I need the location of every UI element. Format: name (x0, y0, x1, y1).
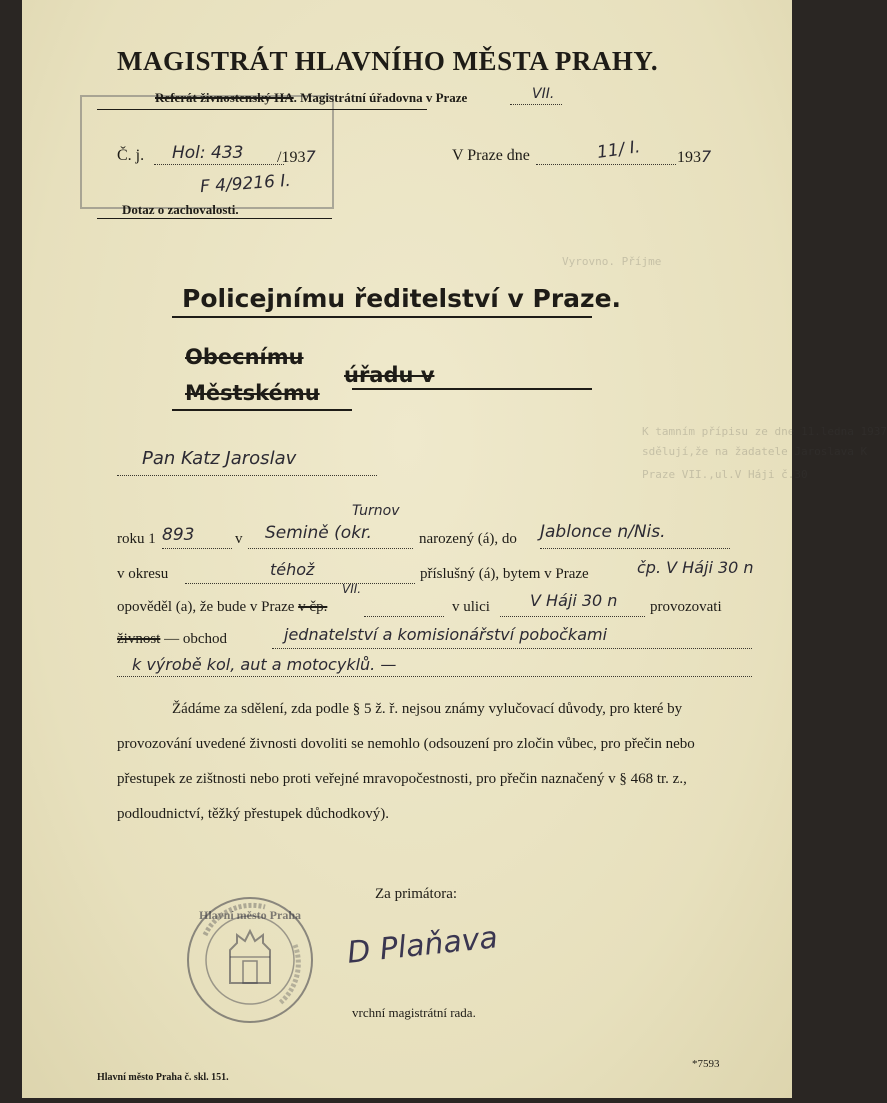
dotted-line (272, 648, 752, 649)
dotted-line (500, 616, 645, 617)
seal-text: Hlavní město Praha (199, 908, 301, 922)
body-line-1: Žádáme za sdělení, zda podle § 5 ž. ř. nejsou známy vylučovací důvody, pro které by (172, 701, 683, 717)
dotted-line (185, 583, 415, 584)
prislusny-label: příslušný (á), bytem v Praze (420, 566, 589, 582)
cj-year (277, 147, 316, 167)
serial-number: *7593 (692, 1058, 720, 1070)
dotted-line (162, 548, 232, 549)
underline (352, 388, 592, 390)
date-handwritten: 11/ I. (595, 137, 642, 163)
dotted-line (510, 104, 562, 105)
page-title: MAGISTRÁT HLAVNÍHO MĚSTA PRAHY. (117, 46, 659, 76)
struck-uradu: úřadu v (344, 363, 435, 387)
referat-line (155, 90, 467, 106)
official-seal (185, 895, 315, 1025)
date-year (677, 147, 711, 167)
okres-label: v okresu (117, 566, 169, 582)
dotted-line (536, 164, 676, 165)
zivnost-label (117, 631, 227, 648)
body-line-3: přestupek ze zištnosti nebo proti veřejné mravopočestnosti, pro přečin naznačený v § 468 tr. z., (117, 771, 687, 787)
district-hand: VII. (342, 582, 362, 596)
okres-value: téhož (270, 560, 315, 579)
signatory-title: vrchní magistrátní rada. (352, 1005, 476, 1020)
seal-graphic (185, 895, 315, 1025)
dotted-line (154, 164, 284, 165)
struck-obecnimu: Obecnímu (185, 345, 304, 369)
date-label: V Praze dne (452, 147, 530, 164)
form-number: Hlavní město Praha č. skl. 151. (97, 1072, 229, 1083)
dotted-line (364, 616, 444, 617)
birthplace-district: Turnov (352, 503, 400, 519)
trade-line-2: k výrobě kol, aut a motocyklů. — (132, 655, 397, 674)
cp-struck: v čp. (298, 599, 328, 615)
signature: D Plaňava (345, 920, 500, 971)
cj-handwritten-2: F 4/9216 I. (199, 170, 292, 198)
bleed-through-text: Vyrovno. Příjme (562, 255, 662, 268)
date-year-print: 193 (677, 149, 701, 166)
underline (172, 409, 352, 411)
obchod-text: — obchod (164, 631, 228, 647)
provozovati-label: provozovati (650, 599, 722, 615)
struck-mestskemu: Městskému (185, 381, 320, 405)
address-value: čp. V Háji 30 n (637, 558, 754, 577)
document-page (22, 0, 887, 1098)
addressee: Policejnímu ředitelství v Praze. (182, 284, 622, 313)
ulici-label: v ulici (452, 599, 490, 615)
underline (172, 316, 592, 318)
cj-year-print: /193 (277, 149, 306, 166)
birthplace: Semině (okr. (265, 523, 372, 543)
residence-to: Jablonce n/Nis. (540, 522, 666, 542)
zivnost-struck: živnost (117, 631, 161, 647)
trade-line-1: jednatelství a komisionářství pobočkami (284, 625, 608, 644)
dotted-line (117, 475, 377, 476)
dotted-line (540, 548, 730, 549)
underline (97, 218, 332, 219)
opovedel-label (117, 599, 327, 616)
bleed-through-text: sdělují,že na žadatele Jaroslava K (642, 445, 868, 458)
underline (97, 109, 427, 110)
roku-label: roku 1 (117, 531, 156, 547)
body-line-2: provozování uvedené živnosti dovoliti se nemohlo (odsouzení pro zločin vůbec, pro přečin nebo (117, 736, 695, 752)
birth-year: 893 (162, 525, 195, 545)
cj-label: Č. j. (117, 147, 145, 164)
office-handwritten: VII. (532, 86, 555, 102)
dotted-line (248, 548, 413, 549)
applicant-name: Pan Katz Jaroslav (142, 448, 297, 469)
referat-struck: Referát živnostenský HA (155, 90, 294, 105)
dotted-line (117, 676, 752, 677)
subject-line: Dotaz o zachovalosti. (122, 202, 239, 217)
narozeny-label: narozený (á), do (419, 531, 517, 547)
v-label: v (235, 531, 243, 547)
office-label: . Magistrátní úřadovna v Praze (293, 90, 468, 105)
street-value: V Háji 30 n (530, 591, 618, 610)
cj-handwritten: Hol: 433 (172, 143, 244, 163)
cj-year-hand: 7 (305, 147, 316, 166)
opovedel-text: opověděl (a), že bude v Praze (117, 599, 295, 615)
date-year-hand: 7 (701, 147, 712, 166)
za-primatora: Za primátora: (375, 886, 458, 902)
bleed-through-text: K tamním přípisu ze dne 11.ledna 1937 (642, 425, 887, 438)
body-line-4: podloudnictví, těžký přestupek důchodkový). (117, 806, 390, 822)
bleed-through-text: Praze VII.,ul.V Háji č.30 (642, 468, 808, 481)
